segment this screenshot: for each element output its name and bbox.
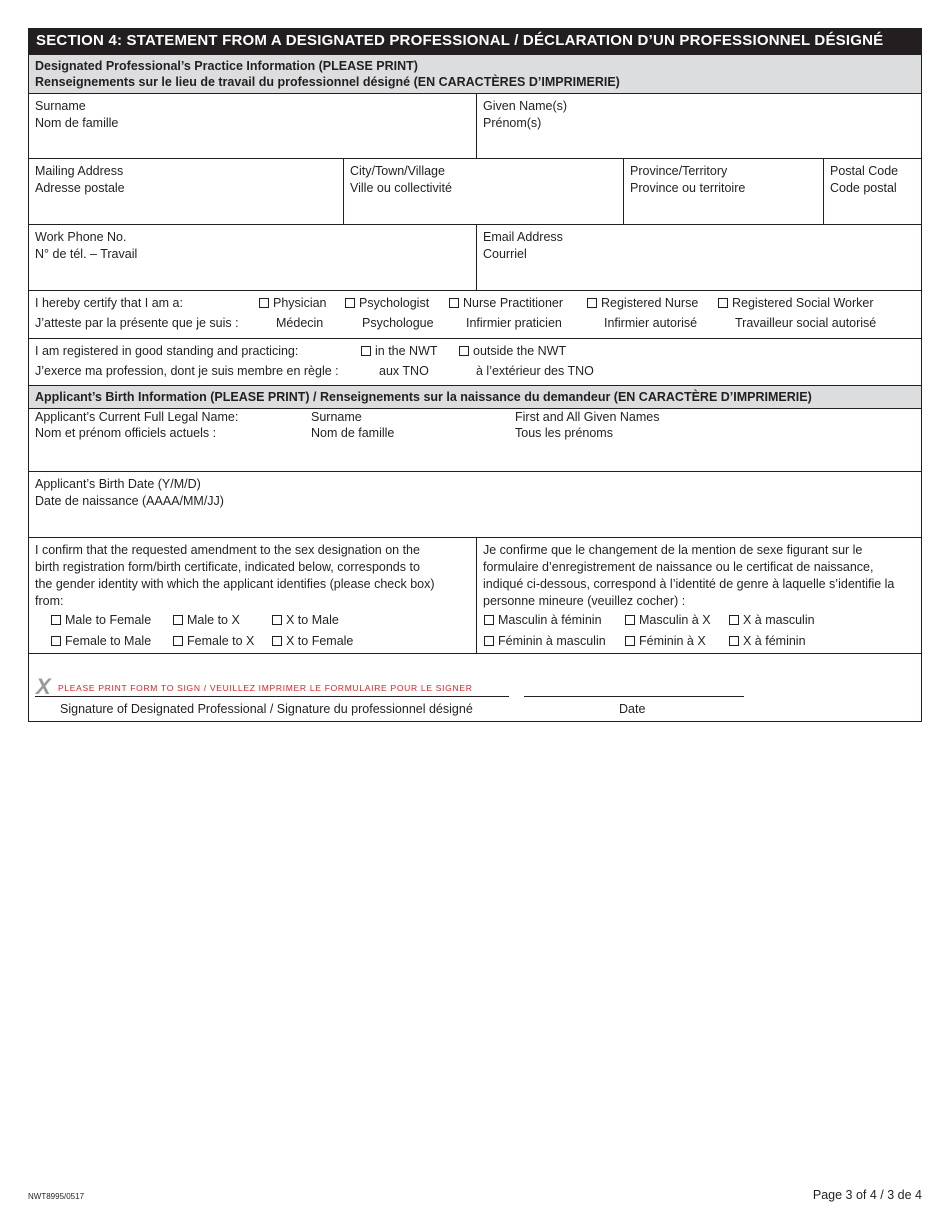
checkbox-masculin-a-feminin[interactable] xyxy=(484,612,602,629)
checkbox-icon xyxy=(459,346,469,356)
checkbox-outside-nwt[interactable] xyxy=(459,344,566,358)
checkbox-nurse-practitioner[interactable] xyxy=(449,296,563,310)
checkbox-masculin-a-x[interactable] xyxy=(625,612,711,629)
amendment-text-fr: personne mineure (veuillez cocher) : xyxy=(483,594,686,608)
checkbox-psychologist[interactable] xyxy=(345,296,429,310)
checkbox-male-to-x[interactable] xyxy=(173,612,240,629)
checkbox-icon xyxy=(361,346,371,356)
applicant-given-label-en: First and All Given Names xyxy=(515,410,660,424)
checkbox-icon xyxy=(729,615,739,625)
email-label-fr: Courriel xyxy=(483,247,527,261)
checkbox-x-a-feminin[interactable] xyxy=(729,633,806,650)
surname-field[interactable] xyxy=(29,94,476,158)
checkbox-icon xyxy=(272,636,282,646)
practice-header-fr: Renseignements sur le lieu de travail du professionnel désigné (EN CARACTÈRES D’IMPRIMERIE) xyxy=(35,75,620,89)
option-label: Physician xyxy=(273,296,327,310)
amendment-text-en: from: xyxy=(35,594,64,608)
checkbox-icon xyxy=(173,636,183,646)
postal-label-en: Postal Code xyxy=(830,164,899,178)
checkbox-icon xyxy=(484,636,494,646)
given-names-field[interactable] xyxy=(476,94,921,158)
email-field[interactable] xyxy=(476,225,921,290)
applicant-surname-label-fr: Nom de famille xyxy=(311,426,395,440)
checkbox-icon xyxy=(173,615,183,625)
amendment-row xyxy=(29,537,921,653)
date-label: Date xyxy=(619,702,646,716)
surname-label-en: Surname xyxy=(35,99,86,113)
option-label: outside the NWT xyxy=(473,344,567,358)
checkbox-icon xyxy=(625,636,635,646)
certify-label-fr: J’atteste par la présente que je suis : xyxy=(35,316,239,330)
option-label: Féminin à X xyxy=(639,634,706,648)
option-social-worker-fr: Travailleur social autorisé xyxy=(735,316,877,330)
checkbox-icon xyxy=(718,298,728,308)
checkbox-icon xyxy=(272,615,282,625)
amendment-text-en: the gender identity with which the applicant identifies (please check box) xyxy=(35,577,435,591)
checkbox-icon xyxy=(587,298,597,308)
form-code: NWT8995/0517 xyxy=(28,1192,85,1201)
signature-line[interactable] xyxy=(35,696,509,697)
option-label: X à masculin xyxy=(743,613,815,627)
phone-label-en: Work Phone No. xyxy=(35,230,127,244)
option-outside-nwt-fr: à l’extérieur des TNO xyxy=(476,364,594,378)
checkbox-x-to-female[interactable] xyxy=(272,633,353,650)
option-label: in the NWT xyxy=(375,344,438,358)
option-label: Nurse Practitioner xyxy=(463,296,564,310)
applicant-name-label-fr: Nom et prénom officiels actuels : xyxy=(35,426,217,440)
amendment-text-en: I confirm that the requested amendment to the sex designation on the xyxy=(35,543,420,557)
checkbox-x-a-masculin[interactable] xyxy=(729,612,815,629)
signature-label: Signature of Designated Professional / Signature du professionnel désigné xyxy=(60,702,473,716)
amendment-text-fr: Je confirme que le changement de la mention de sexe figurant sur le xyxy=(483,543,863,557)
section-title: SECTION 4: STATEMENT FROM A DESIGNATED PROFESSIONAL / DÉCLARATION D’UN PROFESSIONNEL DÉSIGNÉ xyxy=(29,28,921,54)
birth-date-field[interactable] xyxy=(29,472,921,537)
page-number: Page 3 of 4 / 3 de 4 xyxy=(812,1188,922,1202)
option-in-nwt-fr: aux TNO xyxy=(379,364,429,378)
checkbox-male-to-female[interactable] xyxy=(51,612,151,629)
checkbox-female-to-male[interactable] xyxy=(51,633,151,650)
work-phone-field[interactable] xyxy=(29,225,476,290)
postal-code-field[interactable] xyxy=(823,159,921,224)
applicant-surname-label-en: Surname xyxy=(311,410,362,424)
amendment-fr xyxy=(476,538,921,653)
certify-label-en: I hereby certify that I am a: xyxy=(35,296,183,310)
option-label: X à féminin xyxy=(743,634,806,648)
province-label-fr: Province ou territoire xyxy=(630,181,746,195)
option-label: Psychologist xyxy=(359,296,430,310)
checkbox-icon xyxy=(729,636,739,646)
checkbox-feminin-a-x[interactable] xyxy=(625,633,706,650)
applicant-name-label-en: Applicant’s Current Full Legal Name: xyxy=(35,410,239,424)
registered-label-en: I am registered in good standing and practicing: xyxy=(35,344,299,358)
checkbox-female-to-x[interactable] xyxy=(173,633,254,650)
certify-row xyxy=(29,290,921,338)
email-label-en: Email Address xyxy=(483,230,563,244)
phone-label-fr: N° de tél. – Travail xyxy=(35,247,138,261)
mailing-label-en: Mailing Address xyxy=(35,164,124,178)
mailing-address-field[interactable] xyxy=(29,159,343,224)
checkbox-icon xyxy=(625,615,635,625)
checkbox-icon xyxy=(259,298,269,308)
postal-label-fr: Code postal xyxy=(830,181,897,195)
checkbox-icon xyxy=(51,615,61,625)
surname-label-fr: Nom de famille xyxy=(35,116,119,130)
signature-x-icon: X xyxy=(36,674,51,699)
option-label: Masculin à féminin xyxy=(498,613,602,627)
checkbox-physician[interactable] xyxy=(259,296,327,310)
option-label: Masculin à X xyxy=(639,613,711,627)
option-label: Male to X xyxy=(187,613,240,627)
option-registered-nurse-fr: Infirmier autorisé xyxy=(604,316,698,330)
city-field[interactable] xyxy=(343,159,623,224)
birth-info-header: Applicant’s Birth Information (PLEASE PRINT) / Renseignements sur la naissance du demandeur (EN CARACTÈRE D’IMPRIMERIE) xyxy=(29,385,921,408)
option-physician-fr: Médecin xyxy=(276,316,324,330)
checkbox-social-worker[interactable] xyxy=(718,296,874,310)
option-nurse-practitioner-fr: Infirmier praticien xyxy=(466,316,562,330)
birth-date-label-fr: Date de naissance (AAAA/MM/JJ) xyxy=(35,494,224,508)
city-label-en: City/Town/Village xyxy=(350,164,445,178)
checkbox-registered-nurse[interactable] xyxy=(587,296,698,310)
checkbox-icon xyxy=(484,615,494,625)
option-label: X to Male xyxy=(286,613,339,627)
checkbox-icon xyxy=(345,298,355,308)
given-label-fr: Prénom(s) xyxy=(483,116,542,130)
applicant-given-label-fr: Tous les prénoms xyxy=(515,426,613,440)
signature-row xyxy=(29,653,921,721)
checkbox-in-nwt[interactable] xyxy=(361,344,438,358)
checkbox-icon xyxy=(51,636,61,646)
mailing-label-fr: Adresse postale xyxy=(35,181,125,195)
option-label: Male to Female xyxy=(65,613,152,627)
amendment-text-fr: indiqué ci-dessous, correspond à l’identité de genre à laquelle s’identifie la xyxy=(483,577,895,591)
checkbox-icon xyxy=(449,298,459,308)
practice-header-en: Designated Professional’s Practice Information (PLEASE PRINT) xyxy=(35,59,418,73)
option-label: Female to X xyxy=(187,634,255,648)
birth-date-label-en: Applicant’s Birth Date (Y/M/D) xyxy=(35,477,201,491)
amendment-text-en: birth registration form/birth certificate, indicated below, corresponds to xyxy=(35,560,420,574)
print-to-sign-note: PLEASE PRINT FORM TO SIGN / VEUILLEZ IMPRIMER LE FORMULAIRE POUR LE SIGNER xyxy=(58,683,473,693)
city-label-fr: Ville ou collectivité xyxy=(350,181,452,195)
option-label: Female to Male xyxy=(65,634,152,648)
option-label: Registered Nurse xyxy=(601,296,699,310)
option-label: X to Female xyxy=(286,634,354,648)
option-label: Registered Social Worker xyxy=(732,296,874,310)
date-line[interactable] xyxy=(524,696,744,697)
checkbox-feminin-a-masculin[interactable] xyxy=(484,633,606,650)
section-4-form xyxy=(28,28,922,722)
province-field[interactable] xyxy=(623,159,823,224)
practice-info-header xyxy=(29,54,921,93)
province-label-en: Province/Territory xyxy=(630,164,728,178)
option-psychologist-fr: Psychologue xyxy=(362,316,434,330)
checkbox-x-to-male[interactable] xyxy=(272,612,339,629)
given-label-en: Given Name(s) xyxy=(483,99,568,113)
amendment-text-fr: formulaire d’enregistrement de naissance ou le certificat de naissance, xyxy=(483,560,874,574)
registered-label-fr: J’exerce ma profession, dont je suis membre en règle : xyxy=(35,364,339,378)
applicant-name-row[interactable] xyxy=(29,408,921,471)
registered-row xyxy=(29,338,921,385)
option-label: Féminin à masculin xyxy=(498,634,606,648)
amendment-en xyxy=(29,538,476,653)
